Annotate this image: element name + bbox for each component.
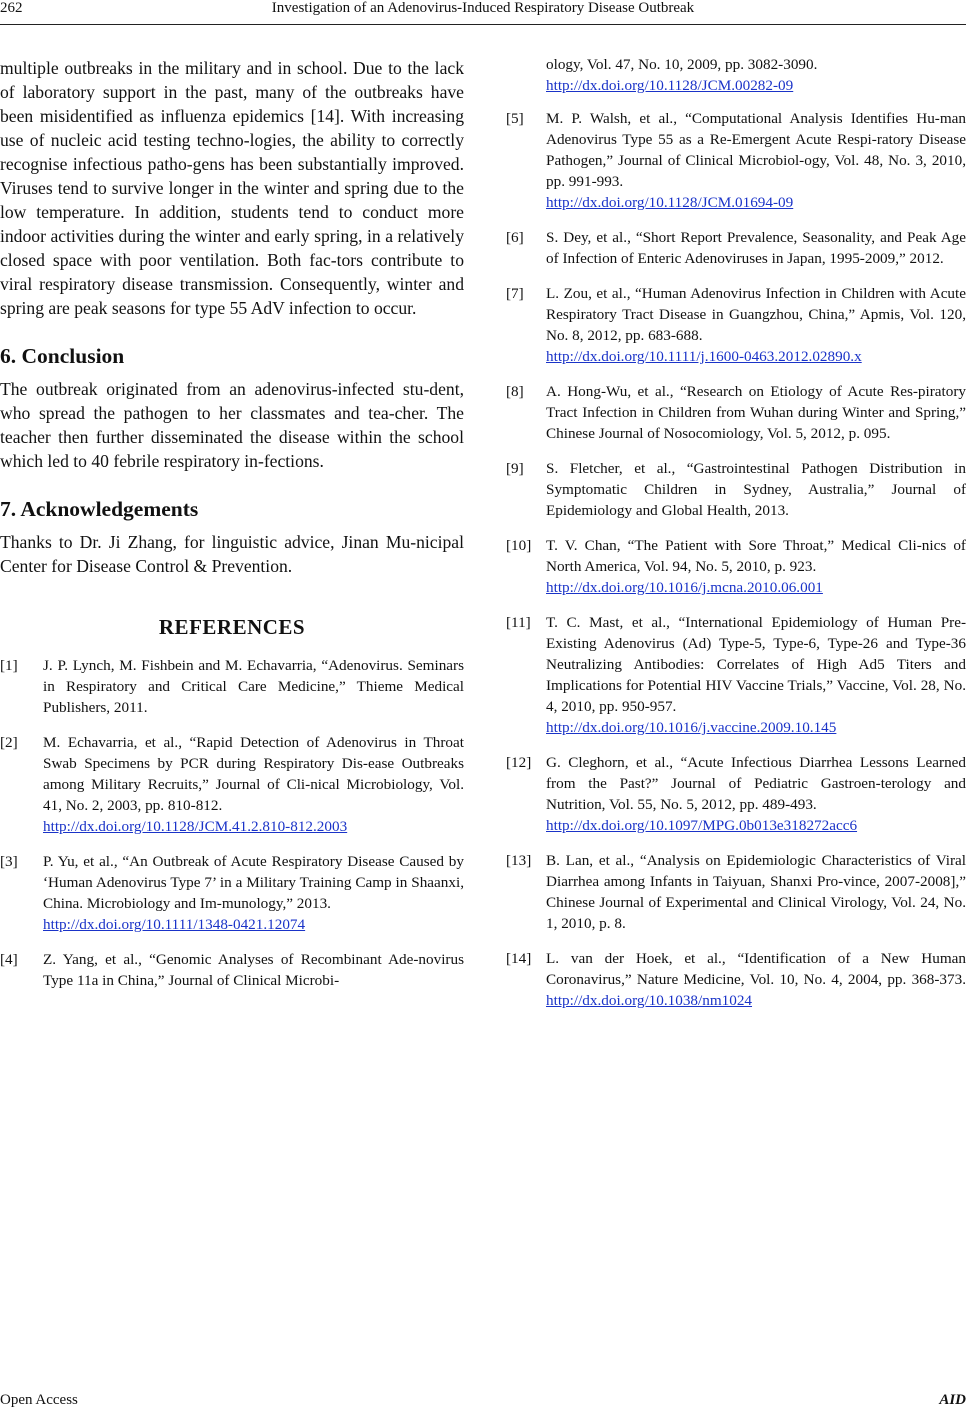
reference-text: T. V. Chan, “The Patient with Sore Throat,” Medical Cli-nics of North America, Vol. 94, No. 5, 2010, p. 923.: [546, 537, 966, 575]
reference-number: [5]: [506, 110, 524, 127]
reference-text: G. Cleghorn, et al., “Acute Infectious Diarrhea Lessons Learned from the Past?” Journal of Pediatric Gastroen-terology and Nutrition, Vol. 55, No. 5, 2012, pp. 489-493.: [546, 754, 966, 813]
reference-item: [0, 655, 464, 718]
intro-paragraph: multiple outbreaks in the military and in school. Due to the lack of laboratory support in the past, many of the outbreaks have been misidentified as influenza epidemics [14]. With increasing use of nucleic acid testing techno-logies, the ability to correctly recognise infectious patho-gens has been substantially improved. Viruses tend to survive longer in the winter and spring due to the low temperature. In addition, students tend to conduct more indoor activities during the winter and early spring, in a relatively closed space with poor ventilation. Both fac-tors contribute to viral respiratory disease transmission. Consequently, winter and spring are peak seasons for type 55 AdV infection to occur.: [0, 58, 464, 318]
reference-item: [0, 949, 464, 991]
reference-text: A. Hong-Wu, et al., “Research on Etiology of Acute Res-piratory Tract Infection in Children from Wuhan during Winter and Spring,” Chinese Journal of Nosocomiology, Vol. 5, 2012, p. 095.: [546, 383, 966, 442]
reference-doi-link[interactable]: http://dx.doi.org/10.1111/j.1600-0463.2012.02890.x: [546, 348, 862, 365]
reference-text: S. Dey, et al., “Short Report Prevalence, Seasonality, and Peak Age of Infection of Enteric Adenoviruses in Japan, 1995-2009,” 2012.: [546, 229, 966, 267]
reference-number: [9]: [506, 460, 524, 477]
reference-text: L. Zou, et al., “Human Adenovirus Infection in Children with Acute Respiratory Tract Disease in Guangzhou, China,” Apmis, Vol. 120, No. 8, 2012, pp. 683-688.: [546, 285, 966, 344]
running-title: Investigation of an Adenovirus-Induced Respiratory Disease Outbreak: [271, 0, 695, 16]
reference-item: [506, 458, 966, 521]
reference-doi-link[interactable]: http://dx.doi.org/10.1038/nm1024: [546, 992, 753, 1009]
conclusion-paragraph: The outbreak originated from an adenovirus-infected stu-dent, who spread the pathogen to her classmates and tea-cher. The teacher then further disseminated the disease within the school which led to 40 febrile respiratory in-fections.: [0, 379, 464, 471]
reference-item: [506, 381, 966, 444]
reference-text: S. Fletcher, et al., “Gastrointestinal Pathogen Distribution in Symptomatic Children in Sydney, Australia,” Journal of Epidemiology and Global Health, 2013.: [546, 460, 966, 519]
reference-item: [506, 752, 966, 836]
right-column: [506, 54, 966, 1025]
conclusion-heading: 6. Conclusion: [0, 344, 125, 368]
reference-text-body: L. van der Hoek, et al., “Identification of a New Human Coronavirus,” Nature Medicine, Vol. 10, No. 4, 2004, pp. 368-373.: [546, 950, 966, 988]
reference-item: [0, 851, 464, 935]
reference-item: [506, 948, 966, 1011]
reference-item: [506, 108, 966, 213]
reference-number: [4]: [0, 951, 18, 968]
reference-number: [2]: [0, 734, 18, 751]
reference-text: T. C. Mast, et al., “International Epidemiology of Human Pre-Existing Adenovirus (Ad) Type-5, Type-6, Type-26 and Type-36 Neutralizing Antibodies: Correlates of High Ad5 Titers and Implications for Potential HIV Vaccine Trials,” Vaccine, Vol. 28, No. 4, 2010, pp. 950-957.: [546, 614, 966, 715]
reference-doi-link[interactable]: http://dx.doi.org/10.1016/j.vaccine.2009.10.145: [546, 719, 837, 736]
reference-item: [506, 283, 966, 367]
acknowledgements-heading: 7. Acknowledgements: [0, 497, 199, 521]
reference-doi-link[interactable]: http://dx.doi.org/10.1097/MPG.0b013e318272acc6: [546, 817, 858, 834]
reference-number: [1]: [0, 657, 18, 674]
reference-item: [506, 612, 966, 738]
reference-item: [506, 227, 966, 269]
reference-text: Z. Yang, et al., “Genomic Analyses of Recombinant Ade-novirus Type 11a in China,” Journal of Clinical Microbi-: [43, 951, 464, 989]
reference-text: J. P. Lynch, M. Fishbein and M. Echavarria, “Adenovirus. Seminars in Respiratory and Critical Care Medicine,” Thieme Medical Publishers, 2011.: [43, 657, 464, 716]
references-heading: REFERENCES: [158, 615, 306, 639]
page-number: 262: [0, 0, 23, 16]
reference-item: [506, 535, 966, 598]
reference-text: ology, Vol. 47, No. 10, 2009, pp. 3082-3090.: [546, 56, 818, 73]
open-access-label: Open Access: [0, 1392, 78, 1408]
reference-number: [7]: [506, 285, 524, 302]
page-header: [0, 0, 966, 24]
reference-number: [8]: [506, 383, 524, 400]
reference-text: M. Echavarria, et al., “Rapid Detection of Adenovirus in Throat Swab Specimens by PCR during Respiratory Dis-ease Outbreaks among Military Recruits,” Journal of Cli-nical Microbiology, Vol. 41, No. 2, 2003, pp. 810-812.: [43, 734, 464, 814]
left-column: [0, 56, 464, 1005]
journal-abbreviation: AID: [939, 1392, 966, 1408]
reference-doi-link[interactable]: http://dx.doi.org/10.1128/JCM.01694-09: [546, 194, 794, 211]
reference-number: [10]: [506, 537, 532, 554]
reference-text: [546, 948, 966, 1011]
header-divider: [0, 24, 966, 25]
reference-number: [13]: [506, 852, 532, 869]
reference-text: P. Yu, et al., “An Outbreak of Acute Respiratory Disease Caused by ‘Human Adenovirus Type 7’ in a Military Training Camp in Shaanxi, China. Microbiology and Im-munology,” 2013.: [43, 853, 464, 912]
reference-item: [506, 850, 966, 934]
reference-item: [0, 732, 464, 837]
reference-doi-link[interactable]: http://dx.doi.org/10.1111/1348-0421.12074: [43, 916, 306, 933]
reference-doi-link[interactable]: http://dx.doi.org/10.1128/JCM.41.2.810-812.2003: [43, 818, 348, 835]
reference-number: [11]: [506, 614, 531, 631]
reference-number: [12]: [506, 754, 532, 771]
acknowledgements-paragraph: Thanks to Dr. Ji Zhang, for linguistic advice, Jinan Mu-nicipal Center for Disease Control & Prevention.: [0, 532, 464, 576]
reference-item-continued: [506, 54, 966, 96]
reference-doi-link[interactable]: http://dx.doi.org/10.1128/JCM.00282-09: [546, 77, 794, 94]
reference-number: [14]: [506, 950, 532, 967]
reference-doi-link[interactable]: http://dx.doi.org/10.1016/j.mcna.2010.06.001: [546, 579, 823, 596]
reference-number: [3]: [0, 853, 18, 870]
reference-text: M. P. Walsh, et al., “Computational Analysis Identifies Hu-man Adenovirus Type 55 as a Re-Emergent Acute Respi-ratory Disease Pathogen,” Journal of Clinical Microbiol-ogy, Vol. 48, No. 3, 2010, pp. 991-993.: [546, 110, 966, 190]
reference-number: [6]: [506, 229, 524, 246]
reference-text: B. Lan, et al., “Analysis on Epidemiologic Characteristics of Viral Diarrhea among Infants in Taiyuan, Shanxi Pro-vince, 2007-2008],” Chinese Journal of Experimental and Clinical Virology, Vol. 24, No. 1, 2010, p. 8.: [546, 852, 966, 932]
